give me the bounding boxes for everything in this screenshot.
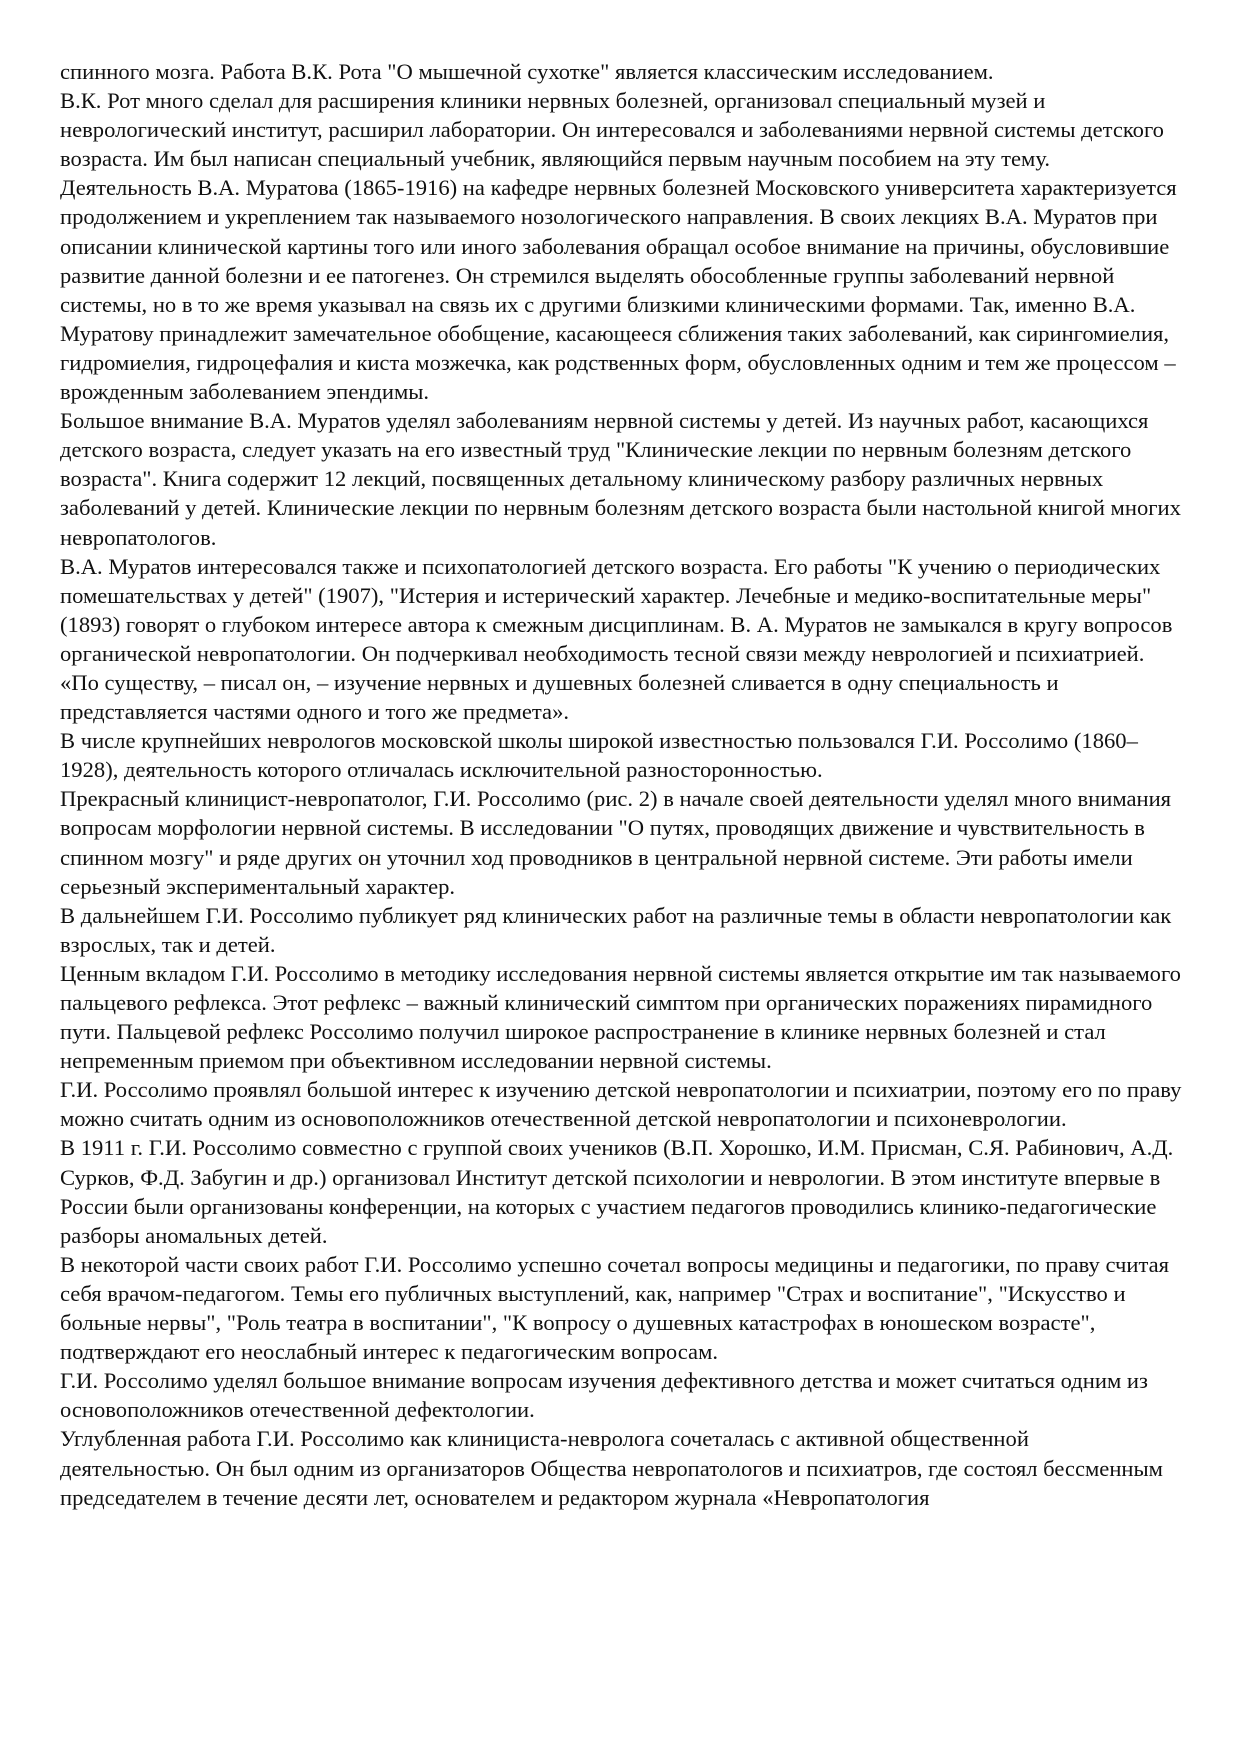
document-page [60,57,1184,1512]
paragraph-rossolimo-child-neurology: Г.И. Россолимо проявлял большой интерес к изучению детской невропатологии и психиатрии, поэтому его по праву можно считать одним из основоположников отечественной детской невропатологии и психоневрологии. [60,1077,1182,1132]
paragraph-rossolimo-defectology: Г.И. Россолимо уделял большое внимание вопросам изучения дефективного детства и может считаться одним из основоположников отечественной дефектологии. [60,1368,1148,1423]
paragraph-roth-work: спинного мозга. Работа В.К. Рота "О мышечной сухотке" является классическим исследованием. [60,59,994,84]
paragraph-rossolimo-clinical: В дальнейшем Г.И. Россолимо публикует ряд клинических работ на различные темы в области невропатологии как взрослых, так и детей. [60,902,1172,957]
paragraph-rossolimo-morphology: Прекрасный клиницист-невропатолог, Г.И. Россолимо (рис. 2) в начале своей деятельности уделял много внимания вопросам морфологии нервной системы. В исследовании "О путях, проводящих движение и чувствительность в спинном мозгу" и ряде других он уточнил ход проводников в центральной нервной системе. Эти работы имели серьезный экспериментальный характер. [60,786,1172,899]
paragraph-roth-clinic: В.К. Рот много сделал для расширения клиники нервных болезней, организовал специальный музей и неврологический институт, расширил лаборатории. Он интересовался и заболеваниями нервной системы детского возраста. Им был написан специальный учебник, являющийся первым научным пособием на эту тему. [60,88,1164,172]
paragraph-rossolimo-intro: В числе крупнейших неврологов московской школы широкой известностью пользовался Г.И. Россолимо (1860–1928), деятельность которого отличалась исключительной разносторонностью. [60,728,1138,783]
paragraph-muratov-activity: Деятельность В.А. Муратова (1865-1916) на кафедре нервных болезней Московского университета характеризуется продолжением и укреплением так называемого нозологического направления. В своих лекциях В.А. Муратов при описании клинической картины того или иного заболевания обращал особое внимание на причины, обусловившие развитие данной болезни и ее патогенез. Он стремился выделять обособленные группы заболеваний нервной системы, но в то же время указывал на связь их с другими близкими клиническими формами. Так, именно В.А. Муратову принадлежит замечательное обобщение, касающееся сближения таких заболеваний, как сирингомиелия, гидромиелия, гидроцефалия и киста мозжечка, как родственных форм, обусловленных одним и тем же процессом – врожденным заболеванием эпендимы. [60,175,1177,405]
paragraph-rossolimo-public-work: Углубленная работа Г.И. Россолимо как клинициста-невролога сочеталась с активной общественной деятельностью. Он был одним из организаторов Общества невропатологов и психиатров, где состоял бессменным председателем в течение десяти лет, основателем и редактором журнала «Невропатология [60,1426,1163,1510]
paragraph-muratov-psychopathology: В.А. Муратов интересовался также и психопатологией детского возраста. Его работы "К учению о периодических помешательствах у детей" (1907), "Истерия и истерический характер. Лечебные и медико-воспитательные меры" (1893) говорят о глубоком интересе автора к смежным дисциплинам. В. А. Муратов не замыкался в кругу вопросов органической невропатологии. Он подчеркивал необходимость тесной связи между неврологией и психиатрией. «По существу, – писал он, – изучение нервных и душевных болезней сливается в одну специальность и представляется частями одного и того же предмета». [60,553,1173,725]
paragraph-muratov-children: Большое внимание В.А. Муратов уделял заболеваниям нервной системы у детей. Из научных работ, касающихся детского возраста, следует указать на его известный труд "Клинические лекции по нервным болезням детского возраста". Книга содержит 12 лекций, посвященных детальному клиническому разбору различных нервных заболеваний у детей. Клинические лекции по нервным болезням детского возраста были настольной книгой многих невропатологов. [60,408,1181,550]
paragraph-rossolimo-reflex: Ценным вкладом Г.И. Россолимо в методику исследования нервной системы является открытие им так называемого пальцевого рефлекса. Этот рефлекс – важный клинический симптом при органических поражениях пирамидного пути. Пальцевой рефлекс Россолимо получил широкое распространение в клинике нервных болезней и стал непременным приемом при объективном исследовании нервной системы. [60,960,1181,1074]
paragraph-rossolimo-institute: В 1911 г. Г.И. Россолимо совместно с группой своих учеников (В.П. Хорошко, И.М. Присман, С.Я. Рабинович, А.Д. Сурков, Ф.Д. Забугин и др.) организовал Институт детской психологии и неврологии. В этом институте впервые в России были организованы конференции, на которых с участием педагогов проводились клинико-педагогические разборы аномальных детей. [60,1135,1174,1248]
paragraph-rossolimo-pedagogy: В некоторой части своих работ Г.И. Россолимо успешно сочетал вопросы медицины и педагогики, по праву считая себя врачом-педагогом. Темы его публичных выступлений, как, например "Страх и воспитание", "Искусство и больные нервы", "Роль театра в воспитании", "К вопросу о душевных катастрофах в юношеском возрасте", подтверждают его неослабный интерес к педагогическим вопросам. [60,1251,1170,1365]
